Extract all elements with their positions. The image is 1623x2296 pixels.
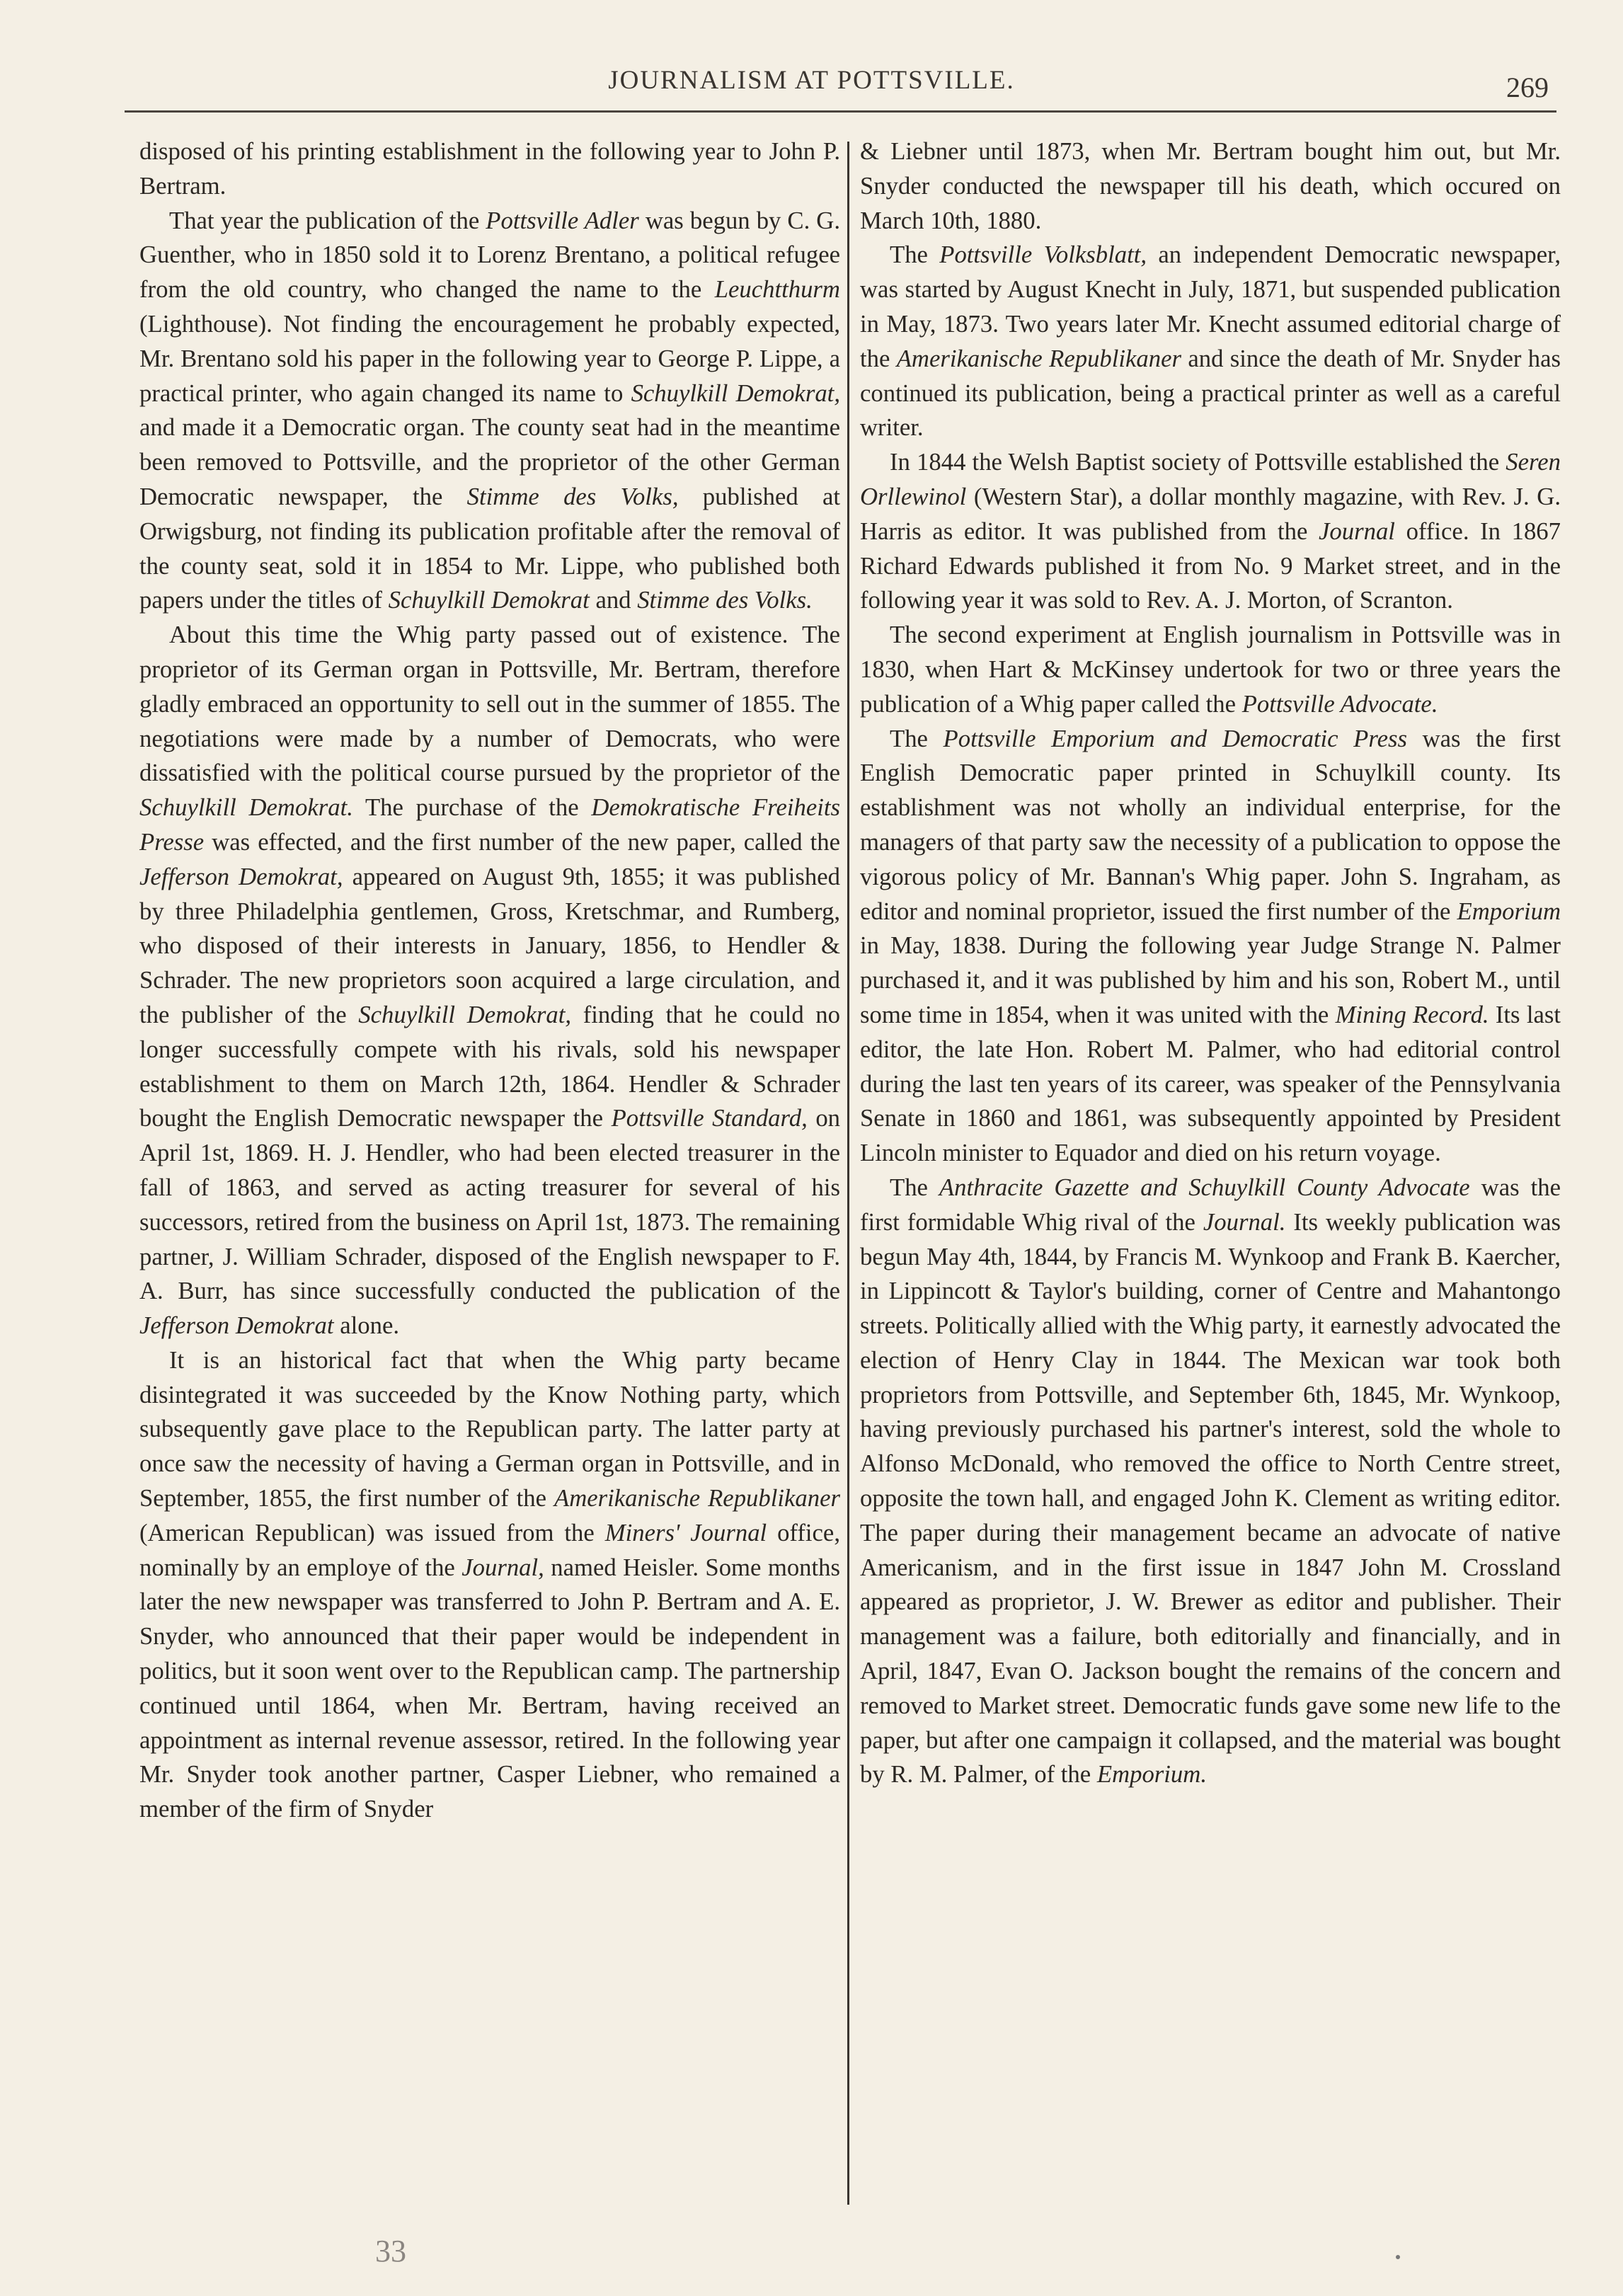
header-rule [125, 110, 1556, 113]
italic-title: Journal. [1203, 1207, 1286, 1236]
italic-title: Amerikanische Republikaner [554, 1484, 840, 1513]
italic-title: Schuylkill Demokrat, [358, 1000, 572, 1028]
text-run: named Heisler. Some months later the new newspaper was transferred to John P. Bertram and A. E. Snyder, who announced that their paper would be independent in politics, but it soon went over to the Republican camp. The partnership continued until 1864, when Mr. Bertram, having received an appointment as internal revenue assessor, retired. In the following year Mr. Snyder took another partner, Casper Liebner, who remained a member of the firm of Snyder [139, 1553, 840, 1823]
text-run: & Liebner until 1873, when Mr. Bertram bought him out, but Mr. Snyder conducted the newspaper till his death, which occured on March 10th, 1880. [860, 137, 1561, 234]
text-run: Its last editor, the late Hon. Robert M. Palmer, who had editorial control during the last ten years of its career, was speaker of the Pennsylvania Senate in 1860 and 1861, was subsequently appointed by President Lincoln minister to Equador and died on his return voyage. [860, 1000, 1561, 1167]
text-run: That year the publication of the [169, 206, 486, 234]
paragraph [860, 238, 1561, 445]
text-run: office. In 1867 Richard Edwards published it from No. 9 Market street, and in the following year it was sold to Rev. A. J. Morton, of Scranton. [860, 517, 1561, 614]
text-run: an independent Democratic newspaper, was started by August Knecht in July, 1871, but suspended publication in May, 1873. Two years later Mr. Knecht assumed editorial charge of the [860, 241, 1561, 372]
text-run: The second experiment at English journalism in Pottsville was in 1830, when Hart & McKinsey undertook for two or three years the publication of a Whig paper called the [860, 621, 1561, 718]
text-run: (American Republican) was issued from the [139, 1518, 605, 1546]
right-column [860, 134, 1561, 1792]
italic-title: Miners' Journal [604, 1518, 767, 1546]
italic-title: Schuylkill Demokrat, [631, 379, 840, 407]
italic-title: Journal [1319, 517, 1395, 545]
text-run: finding that he could no longer successfully compete with his rivals, sold his newspaper establishment to them on March 12th, 1864. Hendler & Schrader bought the English Democratic newspaper the [139, 1000, 840, 1132]
signature-mark: 33 [375, 2234, 406, 2268]
page-number: 269 [1506, 71, 1549, 103]
text-run: was the first English Democratic paper printed in Schuylkill county. Its establishment was not wholly an individual enterprise, for the managers of that party saw the necessity of a publication to oppose the vigorous policy of Mr. Bannan's Whig paper. John S. Ingraham, as editor and nominal proprietor, issued the first number of the [860, 724, 1561, 925]
italic-title: Anthracite Gazette and Schuylkill County Advocate [939, 1173, 1470, 1201]
text-run: The [890, 241, 940, 269]
paragraph [139, 134, 840, 204]
paragraph [860, 445, 1561, 618]
text-run: on April 1st, 1869. H. J. Hendler, who had been elected treasurer in the fall of 1863, and served as acting treasurer for several of his successors, retired from the business on April 1st, 1873. The remaining partner, J. William Schrader, disposed of the English newspaper to F. A. Burr, has since successfully conducted the publication of the [139, 1104, 840, 1305]
italic-title: Seren Orllewinol [860, 448, 1561, 510]
text-run: The [890, 1173, 939, 1201]
paragraph [860, 722, 1561, 1171]
text-run: was begun by C. G. Guenther, who in 1850 sold it to Lorenz Brentano, a political refugee from the old country, who changed the name to the [139, 206, 841, 304]
text-run: Its weekly publication was begun May 4th, 1844, by Francis M. Wynkoop and Frank B. Kaercher, in Lippincott & Taylor's building, corner of Centre and Mahantongo streets. Politically allied with the Whig party, it earnestly advocated the election of Henry Clay in 1844. The Mexican war took both proprietors from Pottsville, and September 6th, 1845, Mr. Wynkoop, having previously purchased his partner's interest, sold the whole to Alfonso McDonald, who removed the office to North Centre street, opposite the town hall, and engaged John K. Clement as writing editor. The paper during their management became an advocate of native Americanism, and in the first issue in 1847 John M. Crossland appeared as proprietor, J. W. Brewer as editor and publisher. Their management was a failure, both editorially and financially, and in April, 1847, Evan O. Jackson bought the remains of the concern and removed to Market street. Democratic funds gave some new life to the paper, but after one campaign it collapsed, and the material was bought by R. M. Palmer, of the [860, 1207, 1561, 1789]
running-head-title: JOURNALISM AT POTTSVILLE. [608, 66, 1015, 95]
paragraph [860, 618, 1561, 721]
italic-title: Emporium. [1096, 1760, 1207, 1789]
italic-title: Schuylkill Demokrat. [139, 793, 353, 822]
text-run: and [589, 586, 638, 614]
text-run: disposed of his printing establishment in the following year to John P. Bertram. [139, 137, 840, 200]
text-run: and since the death of Mr. Snyder has continued its publication, being a practical printer as well as a careful writer. [860, 344, 1561, 442]
text-run: and made it a Democratic organ. The county seat had in the meantime been removed to Pottsville, and the proprietor of the other German Democratic newspaper, the [139, 413, 840, 510]
text-run: was effected, and the first number of the new paper, called the [204, 827, 840, 856]
text-run: office, nominally by an employe of the [139, 1518, 841, 1581]
column-divider [847, 142, 849, 2205]
text-run: (Lighthouse). Not finding the encouragement he probably expected, Mr. Brentano sold his paper in the following year to George P. Lippe, a practical printer, who again changed its name to [139, 309, 840, 407]
italic-title: Pottsville Emporium and Democratic Press [943, 724, 1407, 752]
italic-title: Stimme des Volks, [466, 482, 679, 510]
paragraph [139, 618, 840, 1343]
paragraph [139, 1343, 840, 1827]
left-column [139, 134, 840, 1827]
italic-title: Leuchtthurm [714, 275, 840, 304]
italic-title: Emporium [1457, 897, 1561, 925]
text-run: alone. [333, 1311, 400, 1340]
paragraph [860, 134, 1561, 238]
italic-title: Jefferson Demokrat, [139, 862, 343, 890]
text-run: The [890, 724, 944, 752]
italic-title: Jefferson Demokrat [139, 1311, 334, 1340]
italic-title: Pottsville Volksblatt, [939, 241, 1147, 269]
text-run: It is an historical fact that when the Whig party became disintegrated it was succeeded by the Know Nothing party, which subsequently gave place to the Republican party. The latter party at once saw the necessity of having a German organ in Pottsville, and in September, 1855, the first number of the [139, 1345, 840, 1513]
text-run: appeared on August 9th, 1855; it was published by three Philadelphia gentlemen, Gross, Kretschmar, and Rumberg, who disposed of their interests in January, 1856, to Hendler & Schrader. The new proprietors soon acquired a large circulation, and the publisher of the [139, 862, 840, 1028]
paragraph [139, 204, 840, 619]
italic-title: Pottsville Standard, [611, 1104, 808, 1132]
text-run: The purchase of the [352, 793, 592, 822]
italic-title: Pottsville Advocate. [1241, 689, 1438, 718]
text-run: in May, 1838. During the following year Judge Strange N. Palmer purchased it, and it was published by him and his son, Robert M., until some time in 1854, when it was united with the [860, 931, 1561, 1028]
italic-title: Mining Record. [1335, 1000, 1489, 1028]
text-run: (Western Star), a dollar monthly magazine, with Rev. J. G. Harris as editor. It was published from the [860, 482, 1561, 545]
italic-title: Stimme des Volks. [637, 586, 813, 614]
text-run: published at Orwigsburg, not finding its publication profitable after the removal of the county seat, sold it in 1854 to Mr. Lippe, who published both papers under the titles of [139, 482, 841, 614]
text-run: About this time the Whig party passed out of existence. The proprietor of its German organ in Pottsville, Mr. Bertram, therefore gladly embraced an opportunity to sell out in the summer of 1855. The negotiations were made by a number of Democrats, who were dissatisfied with the political course pursued by the proprietor of the [139, 621, 840, 787]
italic-title: Pottsville Adler [486, 206, 639, 234]
paragraph [860, 1171, 1561, 1792]
text-run: In 1844 the Welsh Baptist society of Pottsville established the [890, 448, 1506, 476]
italic-title: Demokratische Freiheits Presse [139, 793, 840, 856]
italic-title: Schuylkill Demokrat [388, 586, 590, 614]
italic-title: Journal, [461, 1553, 544, 1581]
text-run: was the first formidable Whig rival of the [860, 1173, 1561, 1236]
ink-speck [1396, 2255, 1400, 2259]
italic-title: Amerikanische Republikaner [896, 344, 1182, 372]
